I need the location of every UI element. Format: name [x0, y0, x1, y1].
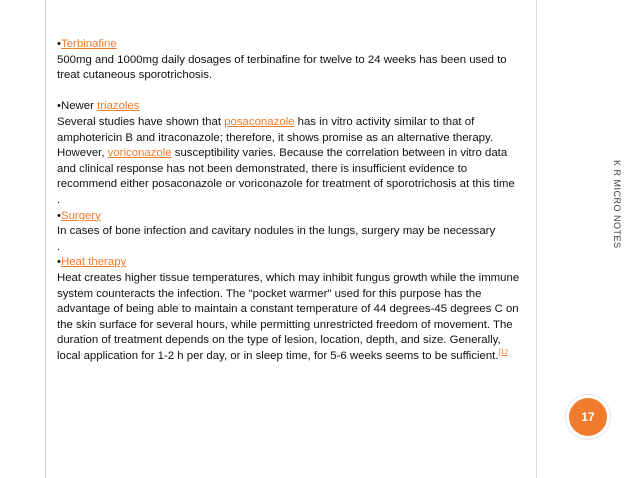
left-divider [45, 0, 46, 478]
surgery-body: In cases of bone infection and cavitary nodules in the lungs, surgery may be necessary [57, 225, 496, 238]
triazoles-heading-line [57, 99, 527, 115]
reference-link[interactable]: [12 [498, 349, 509, 357]
terbinafine-heading-line [57, 37, 527, 53]
heat-therapy-body [57, 271, 527, 365]
surgery-heading-line [57, 209, 527, 225]
vertical-side-label: K R MICRO NOTES [612, 160, 622, 249]
bullet: • [57, 209, 61, 222]
triazoles-link[interactable]: triazoles [97, 100, 140, 113]
surgery-link[interactable]: Surgery [61, 209, 101, 222]
heat-therapy-link[interactable]: Heat therapy [61, 256, 127, 269]
separator-dot: . [57, 240, 61, 253]
separator-dot: . [57, 193, 61, 206]
bullet: • [57, 256, 61, 269]
bullet: •Newer [57, 100, 98, 113]
triazoles-text-3: susceptibility varies. Because the correlation between in vitro data and clinical response has not been demonstrated, there is insufficient evidence to recommend either posaconazole or voriconazole for treatment of sporotrichosis at this time [57, 147, 515, 191]
voriconazole-link[interactable]: voriconazole [107, 147, 172, 160]
heat-therapy-heading-line [57, 255, 527, 271]
slide-content [57, 37, 527, 364]
triazoles-text-2: has in vitro activity similar to that of amphotericin B and itraconazole; therefore, it shows promise as an alternative therapy. However, [57, 115, 494, 160]
triazoles-text-1: Several studies have shown that [57, 115, 225, 128]
triazoles-body [57, 115, 527, 193]
terbinafine-body: 500mg and 1000mg daily dosages of terbinafine for twelve to 24 weeks has been used to treat cutaneous sporotrichosis. [57, 53, 507, 82]
page-number-badge: 17 [569, 398, 607, 436]
bullet: • [57, 38, 61, 50]
heat-therapy-text: Heat creates higher tissue temperatures, which may inhibit fungus growth while the immune system counteracts the infection. The "pocket warmer" used for this purpose has the advantage of being able to maintain a constant temperature of 44 degrees-45 degrees C on the skin surface for several hours, while permitting unrestricted freedom of movement. The duration of treatment depends on the type of lesion, location, depth, and size. Generally, local application for 1-2 h per day, or in sleep time, for 5-6 weeks seems to be sufficient. [57, 271, 520, 362]
posaconazole-link[interactable]: posaconazole [224, 115, 295, 128]
terbinafine-link[interactable]: Terbinafine [61, 38, 117, 50]
spacer [57, 84, 527, 100]
